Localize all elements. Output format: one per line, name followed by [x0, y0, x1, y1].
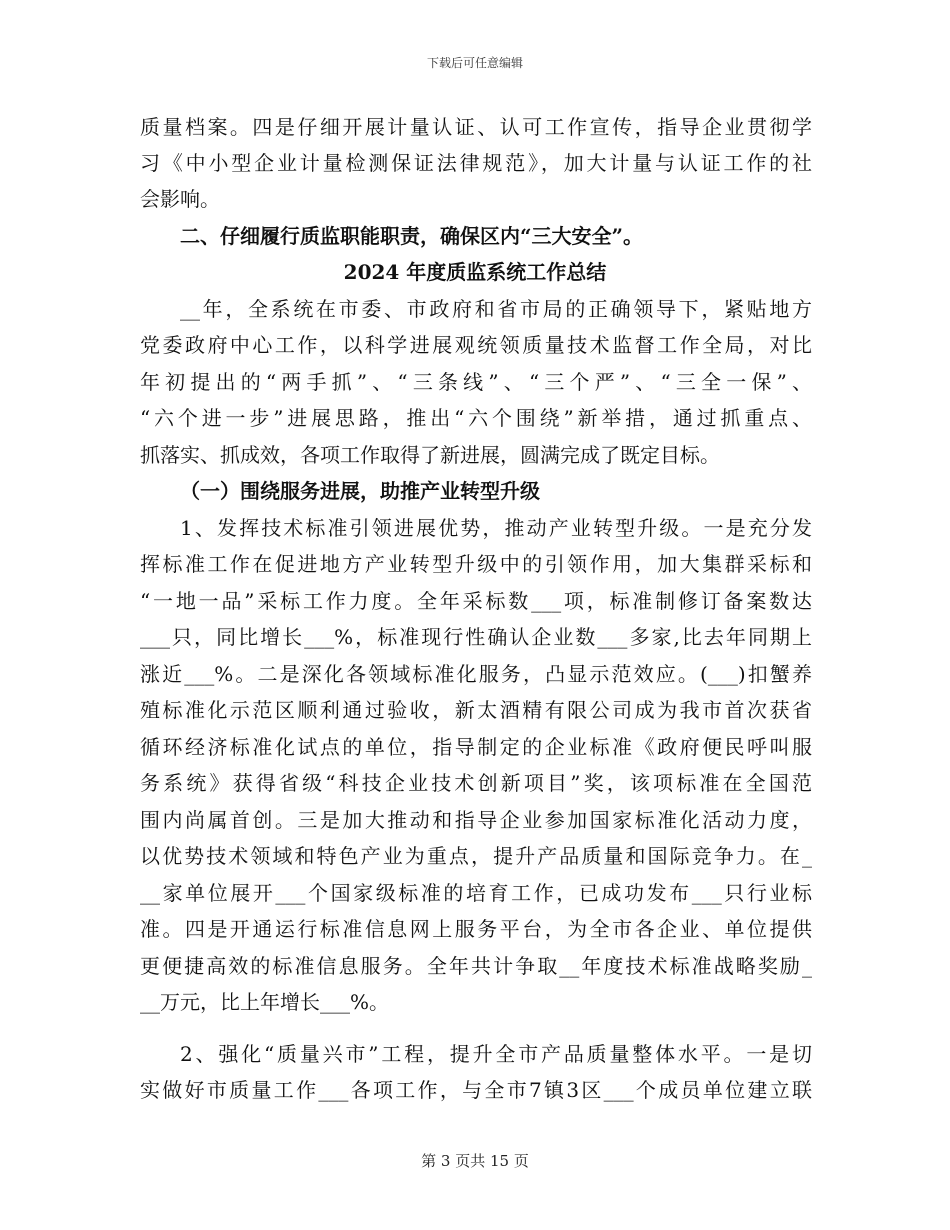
text-line: 涨近___%。二是深化各领域标准化服务，凸显示范效应。(___)扣蟹养 — [140, 662, 812, 686]
text-line: 挥标准工作在促进地方产业转型升级中的引领作用，加大集群采标和 — [140, 552, 812, 576]
text-line: ___只，同比增长___%，标准现行性确认企业数___多家,比去年同期上 — [140, 625, 812, 649]
text-line: 殖标准化示范区顺利通过验收，新太酒精有限公司成为我市首次获省 — [140, 698, 812, 722]
text-line: 习《中小型企业计量检测保证法律规范》，加大计量与认证工作的社 — [140, 151, 812, 175]
text-line: __年，全系统在市委、市政府和省市局的正确领导下，紧贴地方 — [180, 297, 812, 321]
page-header: 下载后可任意编辑 — [426, 56, 523, 70]
text-line: 年初提出的“两手抓”、“三条线”、“三个严”、“三全一保”、 — [140, 370, 812, 394]
page-number: 第 3 页共 15 页 — [421, 1152, 529, 1170]
text-line: 2、强化“质量兴市”工程，提升全市产品质量整体水平。一是切 — [180, 1042, 812, 1066]
text-line: “六个进一步”进展思路，推出“六个围绕”新举措，通过抓重点、 — [140, 406, 812, 430]
text-line: 质量档案。四是仔细开展计量认证、认可工作宣传，指导企业贯彻学 — [140, 115, 812, 139]
text-line: 以优势技术领域和特色产业为重点，提升产品质量和国际竞争力。在_ — [140, 844, 812, 868]
text-line: 务系统》获得省级“科技企业技术创新项目”奖，该项标准在全国范 — [140, 771, 812, 795]
text-line: 准。四是开通运行标准信息网上服务平台，为全市各企业、单位提供 — [140, 917, 812, 941]
text-line: 实做好市质量工作___各项工作，与全市7镇3区___个成员单位建立联 — [140, 1078, 812, 1102]
document-title: 2024 年度质监系统工作总结 — [343, 260, 607, 284]
text-line: “一地一品”采标工作力度。全年采标数___项，标准制修订备案数达 — [140, 589, 812, 613]
text-line: 抓落实、抓成效，各项工作取得了新进展，圆满完成了既定目标。 — [140, 443, 720, 467]
text-line: 会影响。 — [140, 187, 220, 211]
text-line: 1、发挥技术标准引领进展优势，推动产业转型升级。一是充分发 — [180, 516, 812, 540]
text-line: __家单位展开___个国家级标准的培育工作，已成功发布___只行业标 — [140, 881, 812, 905]
text-line: 更便捷高效的标准信息服务。全年共计争取__年度技术标准战略奖励_ — [140, 954, 812, 978]
text-line: 循环经济标准化试点的单位，指导制定的企业标准《政府便民呼叫服 — [140, 735, 812, 759]
text-line: 围内尚属首创。三是加大推动和指导企业参加国家标准化活动力度， — [140, 808, 812, 832]
text-line: 党委政府中心工作，以科学进展观统领质量技术监督工作全局，对比 — [140, 333, 812, 357]
text-line: __万元，比上年增长___%。 — [140, 990, 390, 1014]
section-heading: 二、仔细履行质监职能职责，确保区内“三大安全”。 — [180, 224, 644, 248]
subsection-heading: （一）围绕服务进展，助推产业转型升级 — [180, 479, 540, 503]
